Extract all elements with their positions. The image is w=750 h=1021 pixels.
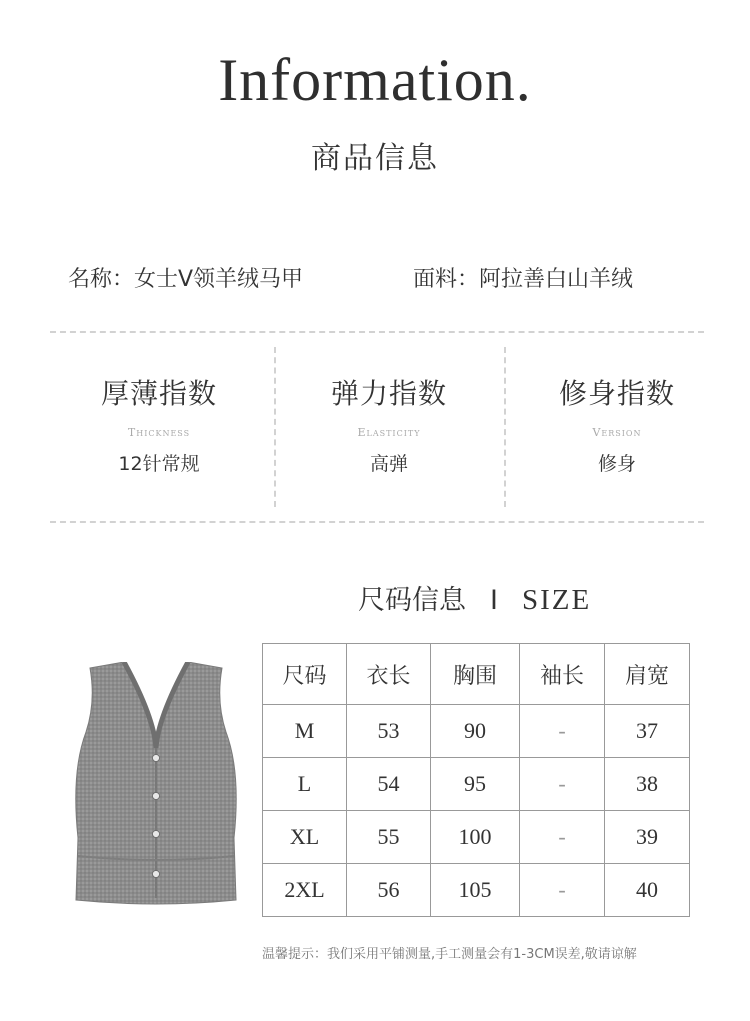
page-title: Information. [218, 47, 532, 113]
table-row [263, 811, 690, 864]
table-header-cell: 衣长 [347, 644, 431, 705]
table-cell: XL [263, 811, 347, 864]
metric-subtitle: Elasticity [357, 426, 421, 439]
table-cell: - [520, 864, 605, 917]
table-cell: - [520, 705, 605, 758]
table-header-row [263, 644, 690, 705]
table-cell: L [263, 758, 347, 811]
table-cell: 40 [605, 864, 690, 917]
table-cell: - [520, 758, 605, 811]
divider-bottom [50, 521, 704, 523]
table-cell: 38 [605, 758, 690, 811]
product-fabric: 面料：阿拉善白山羊绒 [413, 267, 634, 292]
metric-thickness [44, 372, 274, 476]
measurement-note: 温馨提示：我们采用平铺测量,手工测量会有1-3CM误差,敬请谅解 [262, 947, 637, 962]
table-cell: 95 [431, 758, 520, 811]
table-header-cell: 胸围 [431, 644, 520, 705]
metric-value: 12针常规 [118, 453, 200, 475]
table-header-cell: 肩宽 [605, 644, 690, 705]
metric-subtitle: Version [592, 426, 642, 439]
size-heading-cn: 尺码信息 [358, 585, 466, 616]
size-heading [358, 578, 591, 617]
divider-top [50, 331, 704, 333]
table-cell: 2XL [263, 864, 347, 917]
table-cell: 53 [347, 705, 431, 758]
table-cell: 90 [431, 705, 520, 758]
table-header-cell: 尺码 [263, 644, 347, 705]
table-row [263, 864, 690, 917]
table-cell: 56 [347, 864, 431, 917]
table-cell: 37 [605, 705, 690, 758]
metric-value: 高弹 [369, 453, 408, 475]
metric-title: 厚薄指数 [100, 377, 217, 410]
metric-subtitle: Thickness [127, 426, 191, 439]
size-heading-separator: I [490, 585, 498, 616]
metric-title: 弹力指数 [330, 377, 447, 410]
vest-product-image [66, 662, 246, 906]
table-header-cell: 袖长 [520, 644, 605, 705]
product-name: 名称：女士V领羊绒马甲 [68, 267, 304, 292]
metric-title: 修身指数 [558, 377, 675, 410]
table-cell: 54 [347, 758, 431, 811]
metric-version [502, 372, 732, 476]
size-heading-en: SIZE [521, 584, 592, 616]
table-cell: - [520, 811, 605, 864]
size-table [262, 643, 690, 917]
table-cell: 39 [605, 811, 690, 864]
table-row [263, 705, 690, 758]
page-subtitle: 商品信息 [311, 141, 439, 176]
table-cell: 100 [431, 811, 520, 864]
metric-elasticity [274, 372, 504, 476]
metric-value: 修身 [597, 453, 636, 475]
table-cell: 105 [431, 864, 520, 917]
table-cell: M [263, 705, 347, 758]
table-row [263, 758, 690, 811]
table-cell: 55 [347, 811, 431, 864]
